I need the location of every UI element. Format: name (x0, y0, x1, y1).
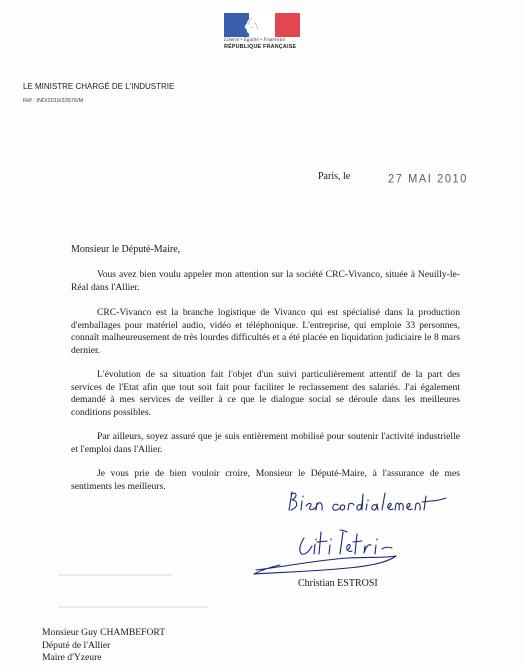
date-place: Paris, le (318, 171, 351, 182)
faint-bleed-through: ▬▬▬▬▬▬▬▬▬▬▬▬▬▬▬▬▬▬▬ (58, 572, 172, 578)
handwritten-note (283, 488, 453, 520)
ministry-title: LE MINISTRE CHARGÉ DE L'INDUSTRIE (23, 82, 175, 91)
republic-motto: Liberté • Égalité • Fraternité (224, 38, 285, 43)
republic-name: RÉPUBLIQUE FRANÇAISE (224, 44, 297, 50)
recipient-line: Député de l'Allier (42, 639, 111, 651)
recipient-line: Monsieur Guy CHAMBEFORT (42, 627, 166, 638)
recipient-line: Maire d'Yzeure (42, 652, 102, 663)
faint-bleed-through: ▬▬▬▬▬▬▬▬▬▬▬▬▬▬▬▬▬▬▬▬▬▬▬▬▬ (58, 604, 208, 610)
paragraph-3: L'évolution de sa situation fait l'objet d'un suivi particulièrement attentif de la part des services de l'Etat afin que tout soit fait pour faciliter le reclassement des salariés. J'ai également demandé à mes services de veiller à ce que le dialogue social se déroule dans les meilleures conditions possibles. (71, 369, 460, 418)
reference-number: Réf : IND/2010/33576/M (23, 98, 84, 104)
recipient-address (42, 627, 165, 665)
salutation: Monsieur le Député-Maire, (71, 244, 181, 255)
paragraph-2: CRC-Vivanco est la branche logistique de Vivanco qui est spécialisé dans la production d'emballages pour matériel audio, vidéo et téléphonique. L'entreprise, qui emploie 33 personnes, connaît malheureusement de très lourdes difficultés et a été placée en liquidation judiciaire le 8 mars dernier. (71, 307, 460, 356)
tricolor-flag-icon (224, 13, 300, 37)
republique-francaise-logo (224, 13, 302, 50)
signer-name: Christian ESTROSI (298, 578, 378, 589)
date-stamp: 27 MAI 2010 (388, 172, 468, 186)
paragraph-1: Vous avez bien voulu appeler mon attention sur la société CRC-Vivanco, située à Neuilly-le-Réal dans l'Allier. (71, 269, 460, 293)
paragraph-5: Je vous prie de bien vouloir croire, Monsieur le Député-Maire, à l'assurance de mes sentiments les meilleurs. (71, 468, 460, 492)
minister-signature (248, 520, 408, 580)
paragraph-4: Par ailleurs, soyez assuré que je suis entièrement mobilisé pour soutenir l'activité industrielle et l'emploi dans l'Allier. (71, 431, 460, 455)
marianne-profile-icon (238, 14, 268, 37)
